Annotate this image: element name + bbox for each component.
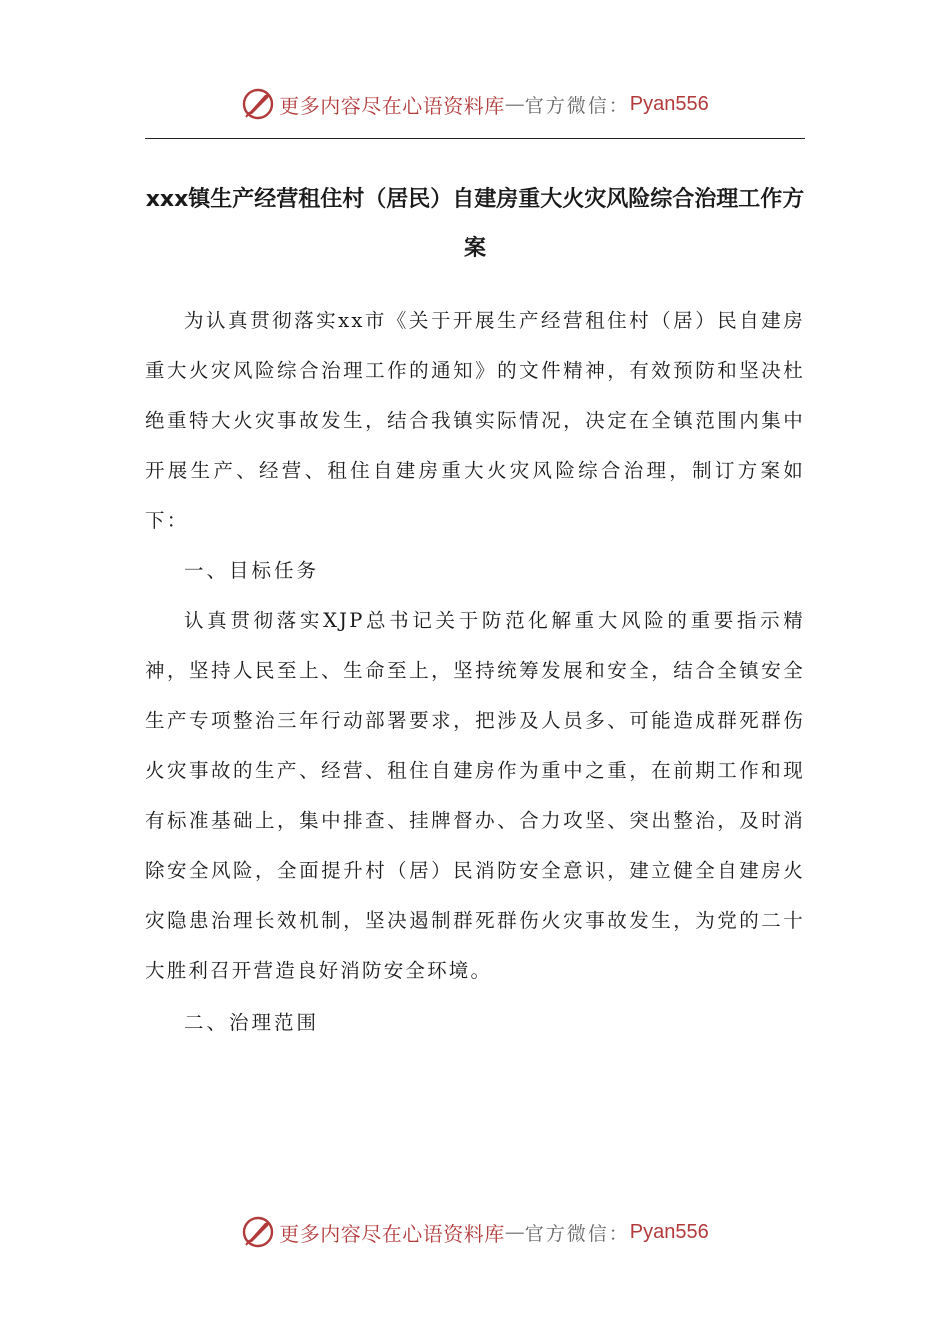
footer-banner [0, 1212, 950, 1252]
header-banner [0, 84, 950, 124]
footer-banner-dash: — [504, 1220, 525, 1244]
quill-pen-logo-icon [241, 1215, 275, 1249]
section-heading-goals: 一、目标任务 [184, 559, 320, 582]
paragraph-intro: 为认真贯彻落实xx市《关于开展生产经营租住村（居）民自建房重大火灾风险综合治理工作的通知》的文件精神，有效预防和坚决杜绝重特大火灾事故发生，结合我镇实际情况，决定在全镇范围内集中开展生产、经营、租住自建房重大火灾风险综合治理，制订方案如下： [145, 309, 805, 532]
section-heading-scope: 二、治理范围 [184, 1011, 320, 1034]
footer-banner-wechat-label: 官方微信： [524, 1222, 630, 1245]
header-divider [145, 138, 805, 139]
footer-banner-wechat-id: Pyan556 [629, 1220, 709, 1243]
banner-wechat-id: Pyan556 [629, 92, 709, 115]
quill-pen-logo-icon [241, 87, 275, 121]
document-title: xxx镇生产经营租住村（居民）自建房重大火灾风险综合治理工作方案 [145, 187, 805, 261]
banner-dash: — [504, 92, 525, 116]
banner-wechat-label: 官方微信： [524, 94, 630, 117]
footer-banner-text: 更多内容尽在心语资料库 [279, 1221, 505, 1246]
document-body [145, 296, 805, 1048]
banner-text: 更多内容尽在心语资料库 [279, 93, 505, 118]
paragraph-goals: 认真贯彻落实XJP总书记关于防范化解重大风险的重要指示精神，坚持人民至上、生命至上，坚持统筹发展和安全，结合全镇安全生产专项整治三年行动部署要求，把涉及人员多、可能造成群死群伤火灾事故的生产、经营、租住自建房作为重中之重，在前期工作和现有标准基础上，集中排查、挂牌督办、合力攻坚、突出整治，及时消除安全风险，全面提升村（居）民消防安全意识，建立健全自建房火灾隐患治理长效机制，坚决遏制群死群伤火灾事故发生，为党的二十大胜利召开营造良好消防安全环境。 [145, 609, 805, 982]
